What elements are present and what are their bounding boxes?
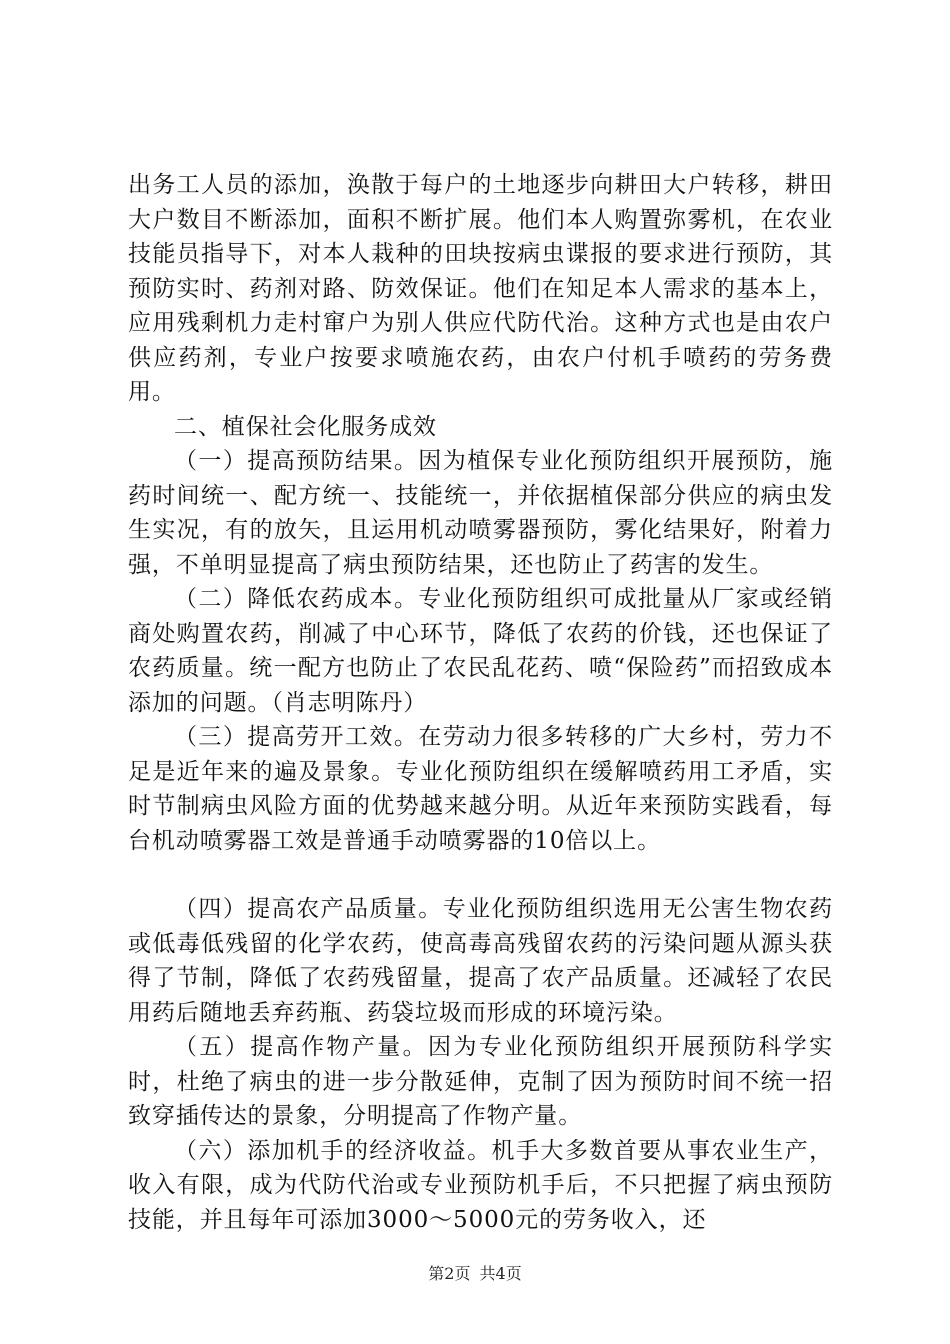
document-body	[128, 168, 833, 1237]
paragraph-item-1: （一）提高预防结果。因为植保专业化预防组织开展预防，施药时间统一、配方统一、技能统一，并依据植保部分供应的病虫发生实况，有的放矢，且运用机动喷雾器预防，雾化结果好，附着力强，不单明显提高了病虫预防结果，还也防止了药害的发生。	[128, 448, 833, 578]
paragraph-continuation: 出务工人员的添加，涣散于每户的土地逐步向耕田大户转移，耕田大户数目不断添加，面积不断扩展。他们本人购置弥雾机，在农业技能员指导下，对本人栽种的田块按病虫谍报的要求进行预防，其预防实时、药剂对路、防效保证。他们在知足本人需求的基本上，应用残剩机力走村窜户为别人供应代防代治。这种方式也是由农户供应药剂，专业户按要求喷施农药，由农户付机手喷药的劳务费用。	[128, 172, 833, 405]
paragraph-item-4: （四）提高农产品质量。专业化预防组织选用无公害生物农药或低毒低残留的化学农药，使高毒高残留农药的污染问题从源头获得了节制，降低了农药残留量，提高了农产品质量。还减轻了农民用药后随地丢弃药瓶、药袋垃圾而形成的环境污染。	[128, 896, 833, 1026]
paragraph-item-6: （六）添加机手的经济收益。机手大多数首要从事农业生产，收入有限，成为代防代治或专业预防机手后，不只把握了病虫预防技能，并且每年可添加3000～5000元的劳务收入，还	[128, 1137, 833, 1233]
paragraph-item-5: （五）提高作物产量。因为专业化预防组织开展预防科学实时，杜绝了病虫的进一步分散延伸，克制了因为预防时间不统一招致穿插传达的景象，分明提高了作物产量。	[128, 1034, 833, 1129]
paragraph-item-2: （二）降低农药成本。专业化预防组织可成批量从厂家或经销商处购置农药，削减了中心环节，降低了农药的价钱，还也保证了农药质量。统一配方也防止了农民乱花药、喷“保险药”而招致成本添加的问题。（肖志明陈丹）	[128, 586, 833, 716]
section-heading: 二、植保社会化服务成效	[174, 413, 437, 440]
paragraph-item-3: （三）提高劳开工效。在劳动力很多转移的广大乡村，劳力不足是近年来的遍及景象。专业化预防组织在缓解喷药用工矛盾，实时节制病虫风险方面的优势越来越分明。从近年来预防实践看，每台机动喷雾器工效是普通手动喷雾器的10倍以上。	[128, 724, 833, 854]
page-footer	[0, 1264, 950, 1284]
page-number: 第2页	[428, 1264, 471, 1283]
page-total: 共4页	[479, 1264, 522, 1283]
